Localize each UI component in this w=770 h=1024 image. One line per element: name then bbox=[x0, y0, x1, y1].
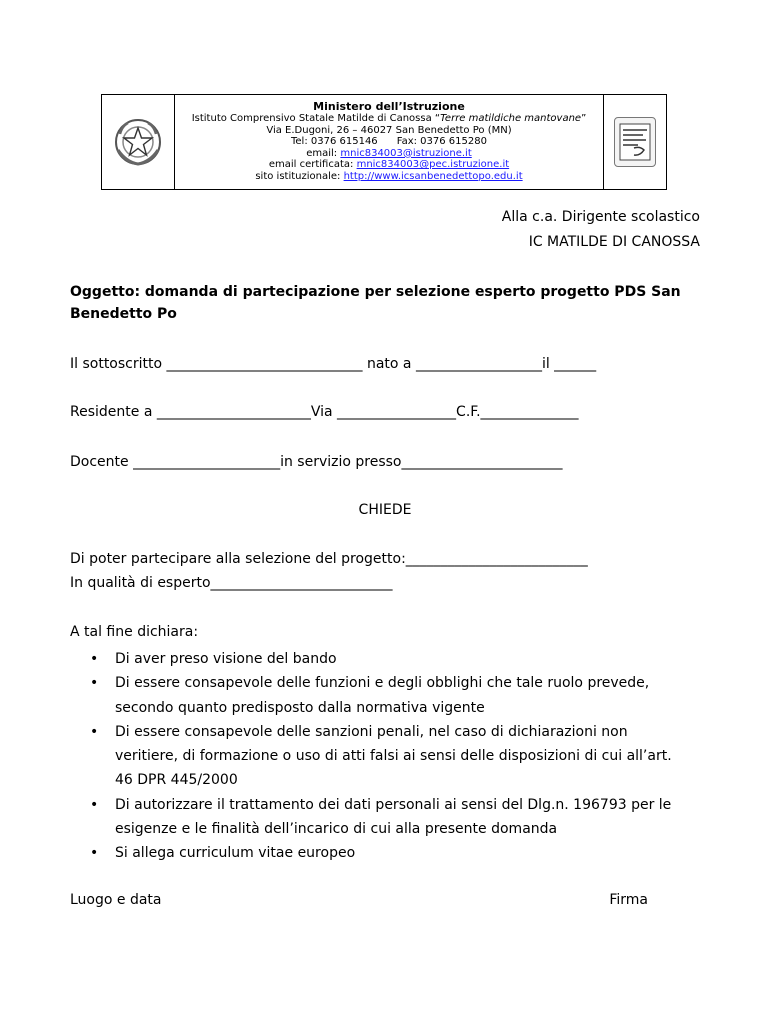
school-site-line: sito istituzionale: http://www.icsanbenedettopo.edu.it bbox=[255, 170, 523, 182]
republic-emblem-icon bbox=[112, 116, 164, 168]
declaration-intro: A tal fine dichiara: bbox=[70, 624, 199, 640]
letterhead bbox=[101, 94, 667, 190]
school-name: Istituto Comprensivo Statale Matilde di Canossa “Terre matildiche mantovane” bbox=[191, 113, 587, 125]
place-date-label: Luogo e data bbox=[70, 892, 162, 908]
subject-line-1: Oggetto: domanda di partecipazione per selezione esperto progetto PDS San bbox=[70, 284, 681, 300]
letterhead-logo-cell bbox=[604, 95, 666, 189]
request-line-project: Di poter partecipare alla selezione del progetto:__________________________ bbox=[70, 551, 588, 567]
pec-link[interactable]: mnic834003@pec.istruzione.it bbox=[356, 159, 510, 171]
list-item: • Si allega curriculum vitae europeo bbox=[70, 841, 710, 865]
subject-line-2: Benedetto Po bbox=[70, 306, 177, 322]
form-line-teacher: Docente _____________________in servizio presso_______________________ bbox=[70, 454, 563, 470]
chiede-heading: CHIEDE bbox=[358, 502, 412, 518]
form-line-name: Il sottoscritto ____________________________ nato a __________________il ______ bbox=[70, 356, 597, 372]
recipient-line-1: Alla c.a. Dirigente scolastico bbox=[501, 209, 700, 225]
school-motto: Terre matildiche mantovane bbox=[440, 113, 582, 125]
site-link[interactable]: http://www.icsanbenedettopo.edu.it bbox=[343, 170, 523, 182]
school-phone: Tel: 0376 615146 Fax: 0376 615280 bbox=[290, 136, 487, 148]
school-pec-line: email certificata: mnic834003@pec.istruzione.it bbox=[268, 159, 510, 171]
list-item: • Di essere consapevole delle sanzioni penali, nel caso di dichiarazioni non veritiere, di formazione o uso di atti falsi ai sensi delle disposizioni di cui all’art. 46 DPR 445/2000 bbox=[70, 720, 710, 793]
request-line-role: In qualità di esperto__________________________ bbox=[70, 575, 393, 591]
letterhead-emblem-cell bbox=[102, 95, 175, 189]
school-logo-icon bbox=[614, 117, 656, 167]
list-item: • Di aver preso visione del bando bbox=[70, 647, 710, 671]
school-email-line: email: mnic834003@istruzione.it bbox=[306, 147, 472, 159]
list-item: • Di essere consapevole delle funzioni e degli obblighi che tale ruolo prevede, secondo quanto predisposto dalla normativa vigente bbox=[70, 671, 710, 720]
declarations-list bbox=[70, 647, 710, 866]
signature-label: Firma bbox=[609, 892, 648, 908]
email-link[interactable]: mnic834003@istruzione.it bbox=[340, 147, 472, 159]
school-address: Via E.Dugoni, 26 – 46027 San Benedetto Po (MN) bbox=[266, 124, 512, 136]
letterhead-text bbox=[175, 95, 604, 189]
list-item: • Di autorizzare il trattamento dei dati personali ai sensi del Dlg.n. 196793 per le esigenze e le finalità dell’incarico di cui alla presente domanda bbox=[70, 793, 710, 842]
ministry-title: Ministero dell’Istruzione bbox=[313, 100, 465, 114]
recipient-line-2: IC MATILDE DI CANOSSA bbox=[528, 234, 700, 250]
form-line-residence: Residente a ______________________Via _________________C.F.______________ bbox=[70, 404, 579, 420]
